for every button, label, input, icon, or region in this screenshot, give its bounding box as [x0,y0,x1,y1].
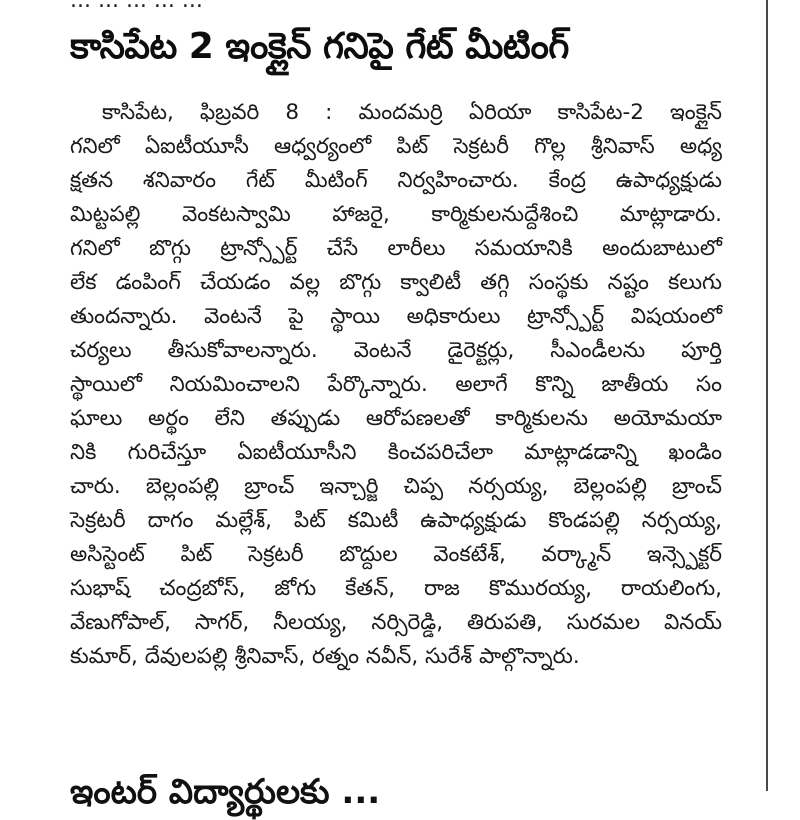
article-body-line: సుభాష్ చంద్రబోస్, జోగు కేతన్, రాజ కొమురయ్య, రాయలింగు, [70,576,722,601]
article-body-line: క్షతన శనివారం గేట్ మీటింగ్ నిర్వహించారు. కేంద్ర ఉపాధ్యక్షుడు [70,168,722,193]
next-article-headline-cut: ఇంటర్ విద్యార్థులకు ... [70,772,381,812]
article-body-line: కుమార్, దేవులపల్లి శ్రీనివాస్, రత్నం నవీన్, సురేశ్ పాల్గొన్నారు. [70,644,580,669]
article-body-line: చర్యలు తీసుకోవాలన్నారు. వెంటనే డైరెక్టర్లు, సీఎండీలను పూర్తి [70,338,722,363]
article-body-line: తుందన్నారు. వెంటనే పై స్థాయి అధికారులు ట్రాన్స్పోర్ట్ విషయంలో [70,304,722,329]
article-headline: కాసిపేట 2 ఇంక్లైన్ గనిపై గేట్ మీటింగ్ [70,26,569,67]
article-body-line: లేక డంపింగ్ చేయడం వల్ల బొగ్గు క్వాలిటీ తగ్గి సంస్థకు నష్టం కలుగు [70,270,722,295]
article-body-line: గనిలో ఏఐటీయూసీ ఆధ్వర్యంలో పిట్ సెక్రటరీ గొల్ల శ్రీనివాస్ అధ్య [70,134,722,159]
article-body-line: ఘాలు అర్థం లేని తప్పుడు ఆరోపణలతో కార్మికులను అయోమయా [70,406,722,431]
article-body-line: గనిలో బొగ్గు ట్రాన్స్పోర్ట్ చేసే లారీలు సమయానికి అందుబాటులో [70,236,722,261]
previous-article-cut-text: ... ... ... ... ... [70,0,203,13]
article-body-line: కాసిపేట, ఫిబ్రవరి 8 : మందమర్రి ఏరియా కాసిపేట-2 ఇంక్లైన్ [102,100,722,125]
article-body [70,96,722,674]
article-body-line: స్థాయిలో నియమించాలని పేర్కొన్నారు. అలాగే కొన్ని జాతీయ సం [70,372,722,397]
article-body-line: చారు. బెల్లంపల్లి బ్రాంచ్ ఇన్చార్జి చిప్ప నర్సయ్య, బెల్లంపల్లి బ్రాంచ్ [70,474,722,499]
article-body-line: సెక్రటరీ దాగం మల్లేశ్, పిట్ కమిటీ ఉపాధ్యక్షుడు కొండపల్లి నర్సయ్య, [70,508,722,533]
article-body-line: అసిస్టెంట్ పిట్ సెక్రటరీ బొద్దుల వెంకటేశ్, వర్క్మాన్ ఇన్స్పెక్టర్ [70,542,722,567]
article-body-line: వేణుగోపాల్, సాగర్, నీలయ్య, నర్సిరెడ్డి, తిరుపతి, సురమల వినయ్ [70,610,722,635]
article-body-line: మిట్టపల్లి వెంకటస్వామి హాజరై, కార్మికులనుద్దేశించి మాట్లాడారు. [70,202,722,227]
column-divider [766,0,768,791]
article-body-line: నికి గురిచేస్తూ ఏఐటీయూసీని కించపరిచేలా మాట్లాడడాన్ని ఖండిం [70,440,722,465]
